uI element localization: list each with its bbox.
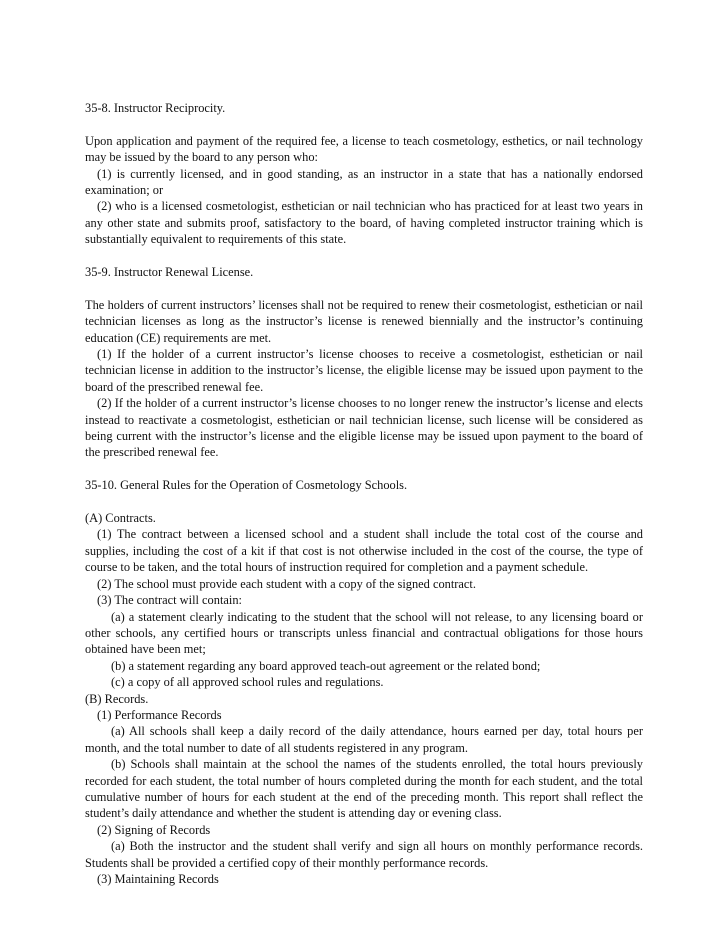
- list-item: (a) Both the instructor and the student shall verify and sign all hours on monthly performance records. Students shall be provided a certified copy of their monthly performance records.: [85, 839, 643, 870]
- paragraph: (1) If the holder of a current instructor’s license chooses to receive a cosmetologist, esthetician or nail technician license in addition to the instructor’s license, the eligible license may be issued upon payment to the board of the prescribed renewal fee.: [85, 347, 643, 394]
- paragraph: (2) Signing of Records: [97, 822, 211, 837]
- list-item: (a) All schools shall keep a daily record of the daily attendance, hours earned per day, total hours per month, and the total number to date of all students registered in any program.: [85, 724, 643, 755]
- paragraph: The holders of current instructors’ licenses shall not be required to renew their cosmetologist, esthetician or nail technician licenses as long as the instructor’s license is renewed biennially and the instructor’s continuing education (CE) requirements are met.: [85, 297, 643, 345]
- paragraph: (2) If the holder of a current instructor’s license chooses to no longer renew the instructor’s license and elects instead to reactivate a cosmetologist, esthetician or nail technician license, such license will be considered as being current with the instructor’s license and the eligible license may be issued upon payment to the board of the prescribed renewal fee.: [85, 396, 643, 460]
- section-heading-35-9: 35-9. Instructor Renewal License.: [85, 265, 254, 280]
- paragraph: (1) Performance Records: [97, 707, 222, 722]
- section-heading-35-8: 35-8. Instructor Reciprocity.: [85, 101, 226, 115]
- paragraph: (1) The contract between a licensed school and a student shall include the total cost of the course and supplies, including the cost of a kit if that cost is not otherwise included in the cost of the course, the type of course to be taken, and the total hours of instruction required for completion and a payment schedule.: [85, 527, 643, 575]
- list-item: (b) Schools shall maintain at the school the names of the students enrolled, the total hours previously recorded for each student, the total number of hours completed during the month for each student, and the total cumulative number of hours for each student at the end of the preceding month. This report shall reflect the student’s daily attendance and whether the student is attending day or evening class.: [85, 757, 643, 821]
- list-item: (b) a statement regarding any board approved teach-out agreement or the related bond;: [111, 658, 541, 673]
- section-heading-35-10: 35-10. General Rules for the Operation of Cosmetology Schools.: [85, 478, 408, 493]
- subsection-heading-contracts: (A) Contracts.: [85, 511, 156, 526]
- subsection-heading-records: (B) Records.: [85, 691, 149, 706]
- paragraph: (3) The contract will contain:: [97, 593, 242, 608]
- paragraph: (3) Maintaining Records: [97, 872, 219, 887]
- paragraph: (2) The school must provide each student with a copy of the signed contract.: [97, 576, 476, 591]
- paragraph: Upon application and payment of the required fee, a license to teach cosmetology, esthetics, or nail technology may be issued by the board to any person who:: [85, 133, 643, 165]
- list-item: (a) a statement clearly indicating to the student that the school will not release, to any licensing board or other schools, any certified hours or transcripts unless financial and contractual obligations for those hours obtained have been met;: [85, 609, 643, 657]
- paragraph: (2) who is a licensed cosmetologist, esthetician or nail technician who has practiced for at least two years in any other state and submits proof, satisfactory to the board, of having completed instructor training which is substantially equivalent to requirements of this state.: [85, 199, 643, 247]
- document-body: [85, 100, 643, 887]
- list-item: (c) a copy of all approved school rules and regulations.: [111, 675, 384, 690]
- paragraph: (1) is currently licensed, and in good standing, as an instructor in a state that has a nationally endorsed examination; or: [85, 166, 643, 198]
